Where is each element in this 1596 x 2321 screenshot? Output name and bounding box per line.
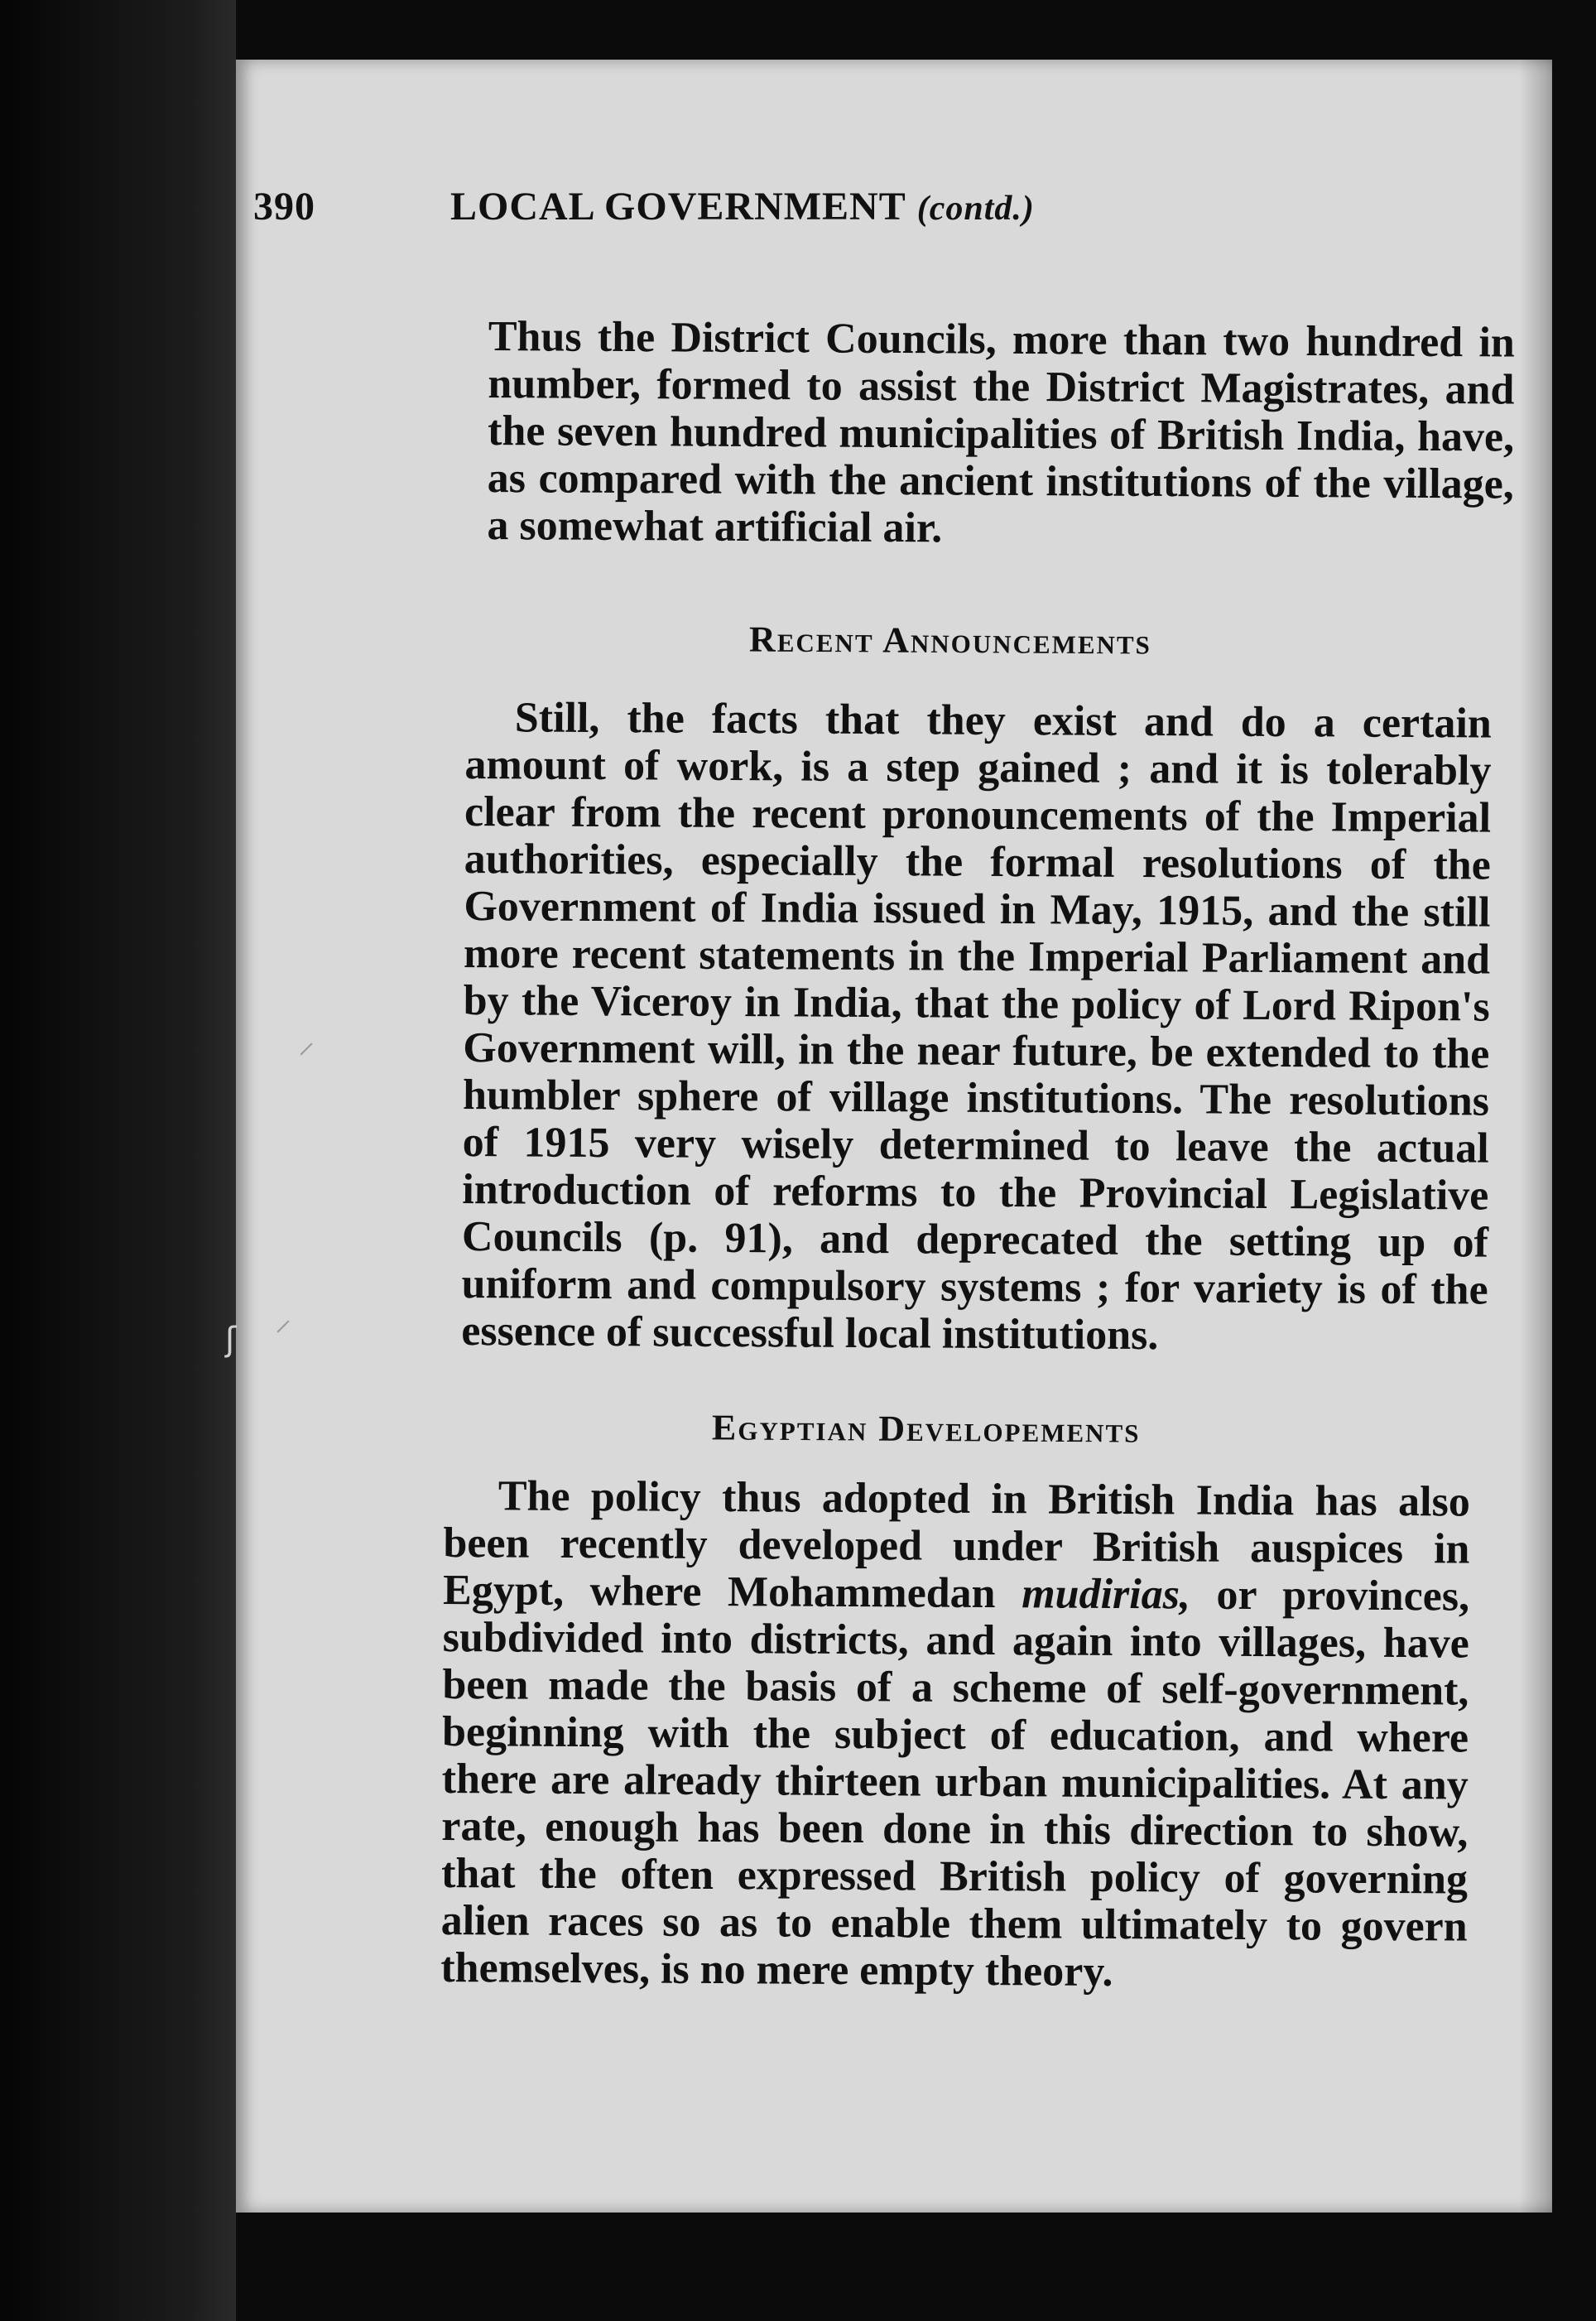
running-title-contd: (contd.) — [916, 190, 1035, 228]
paragraph-recent-announcements: Still, the facts that they exist and do a certain amount of work, is a step gained ; and it is tolerably clear from the recent pronouncements of the Imperial authorities, especially the formal resolutions of the Government of India issued in May, 1915, and the still more recent statements in the Imperial Parliament and by the Viceroy in India, that the policy of Lord Ripon's Government will, in the near future, be extended to the humbler sphere of village institutions. The resolutions of 1915 very wisely determined to leave the actual introduction of reforms to the Provincial Legislative Councils (p. 91), and deprecated the setting up of uniform and compulsory systems ; for variety is of the essence of successful local institutions. — [461, 694, 1492, 1360]
paragraph-text: or provinces, subdivided into districts, and again into villages, have been made the basis of a scheme of self-government, beginning with the subject of education, and where there are already thirteen urban municipalities. At any rate, enough has been done in this direction to show, that the often expressed British policy of governing alien races so as to enable them ultimately to govern themselves, is no mere empty theory. — [440, 1571, 1470, 1996]
page-number: 390 — [253, 185, 315, 229]
scan-mark: ⸍ — [298, 1037, 315, 1075]
paragraph-district-councils: Thus the District Councils, more than two hundred in number, formed to assist the District Magistrates, and the seven hundred municipalities of British India, have, as compared with the ancient institutions of the village, a somewhat artificial air. — [487, 313, 1515, 552]
section-heading-recent-announcements: Recent Announcements — [748, 619, 1152, 662]
italic-term-mudirias: mudirias, — [1022, 1570, 1191, 1619]
page-edge-shadow — [1519, 60, 1552, 2213]
paragraph-text: The policy thus adopted in British India has also been recently developed under British auspices in Egypt, where Mohammedan — [442, 1472, 1470, 1618]
scan-mark: ʃ — [225, 1321, 237, 1359]
scan-mark: ⸍ — [275, 1314, 291, 1352]
running-header — [253, 184, 1247, 229]
section-heading-egyptian-developements: Egyptian Developements — [711, 1407, 1141, 1451]
paragraph-egyptian-developements — [440, 1472, 1470, 1998]
running-title: LOCAL GOVERNMENT — [450, 185, 906, 229]
scan-frame-left — [0, 0, 236, 2321]
